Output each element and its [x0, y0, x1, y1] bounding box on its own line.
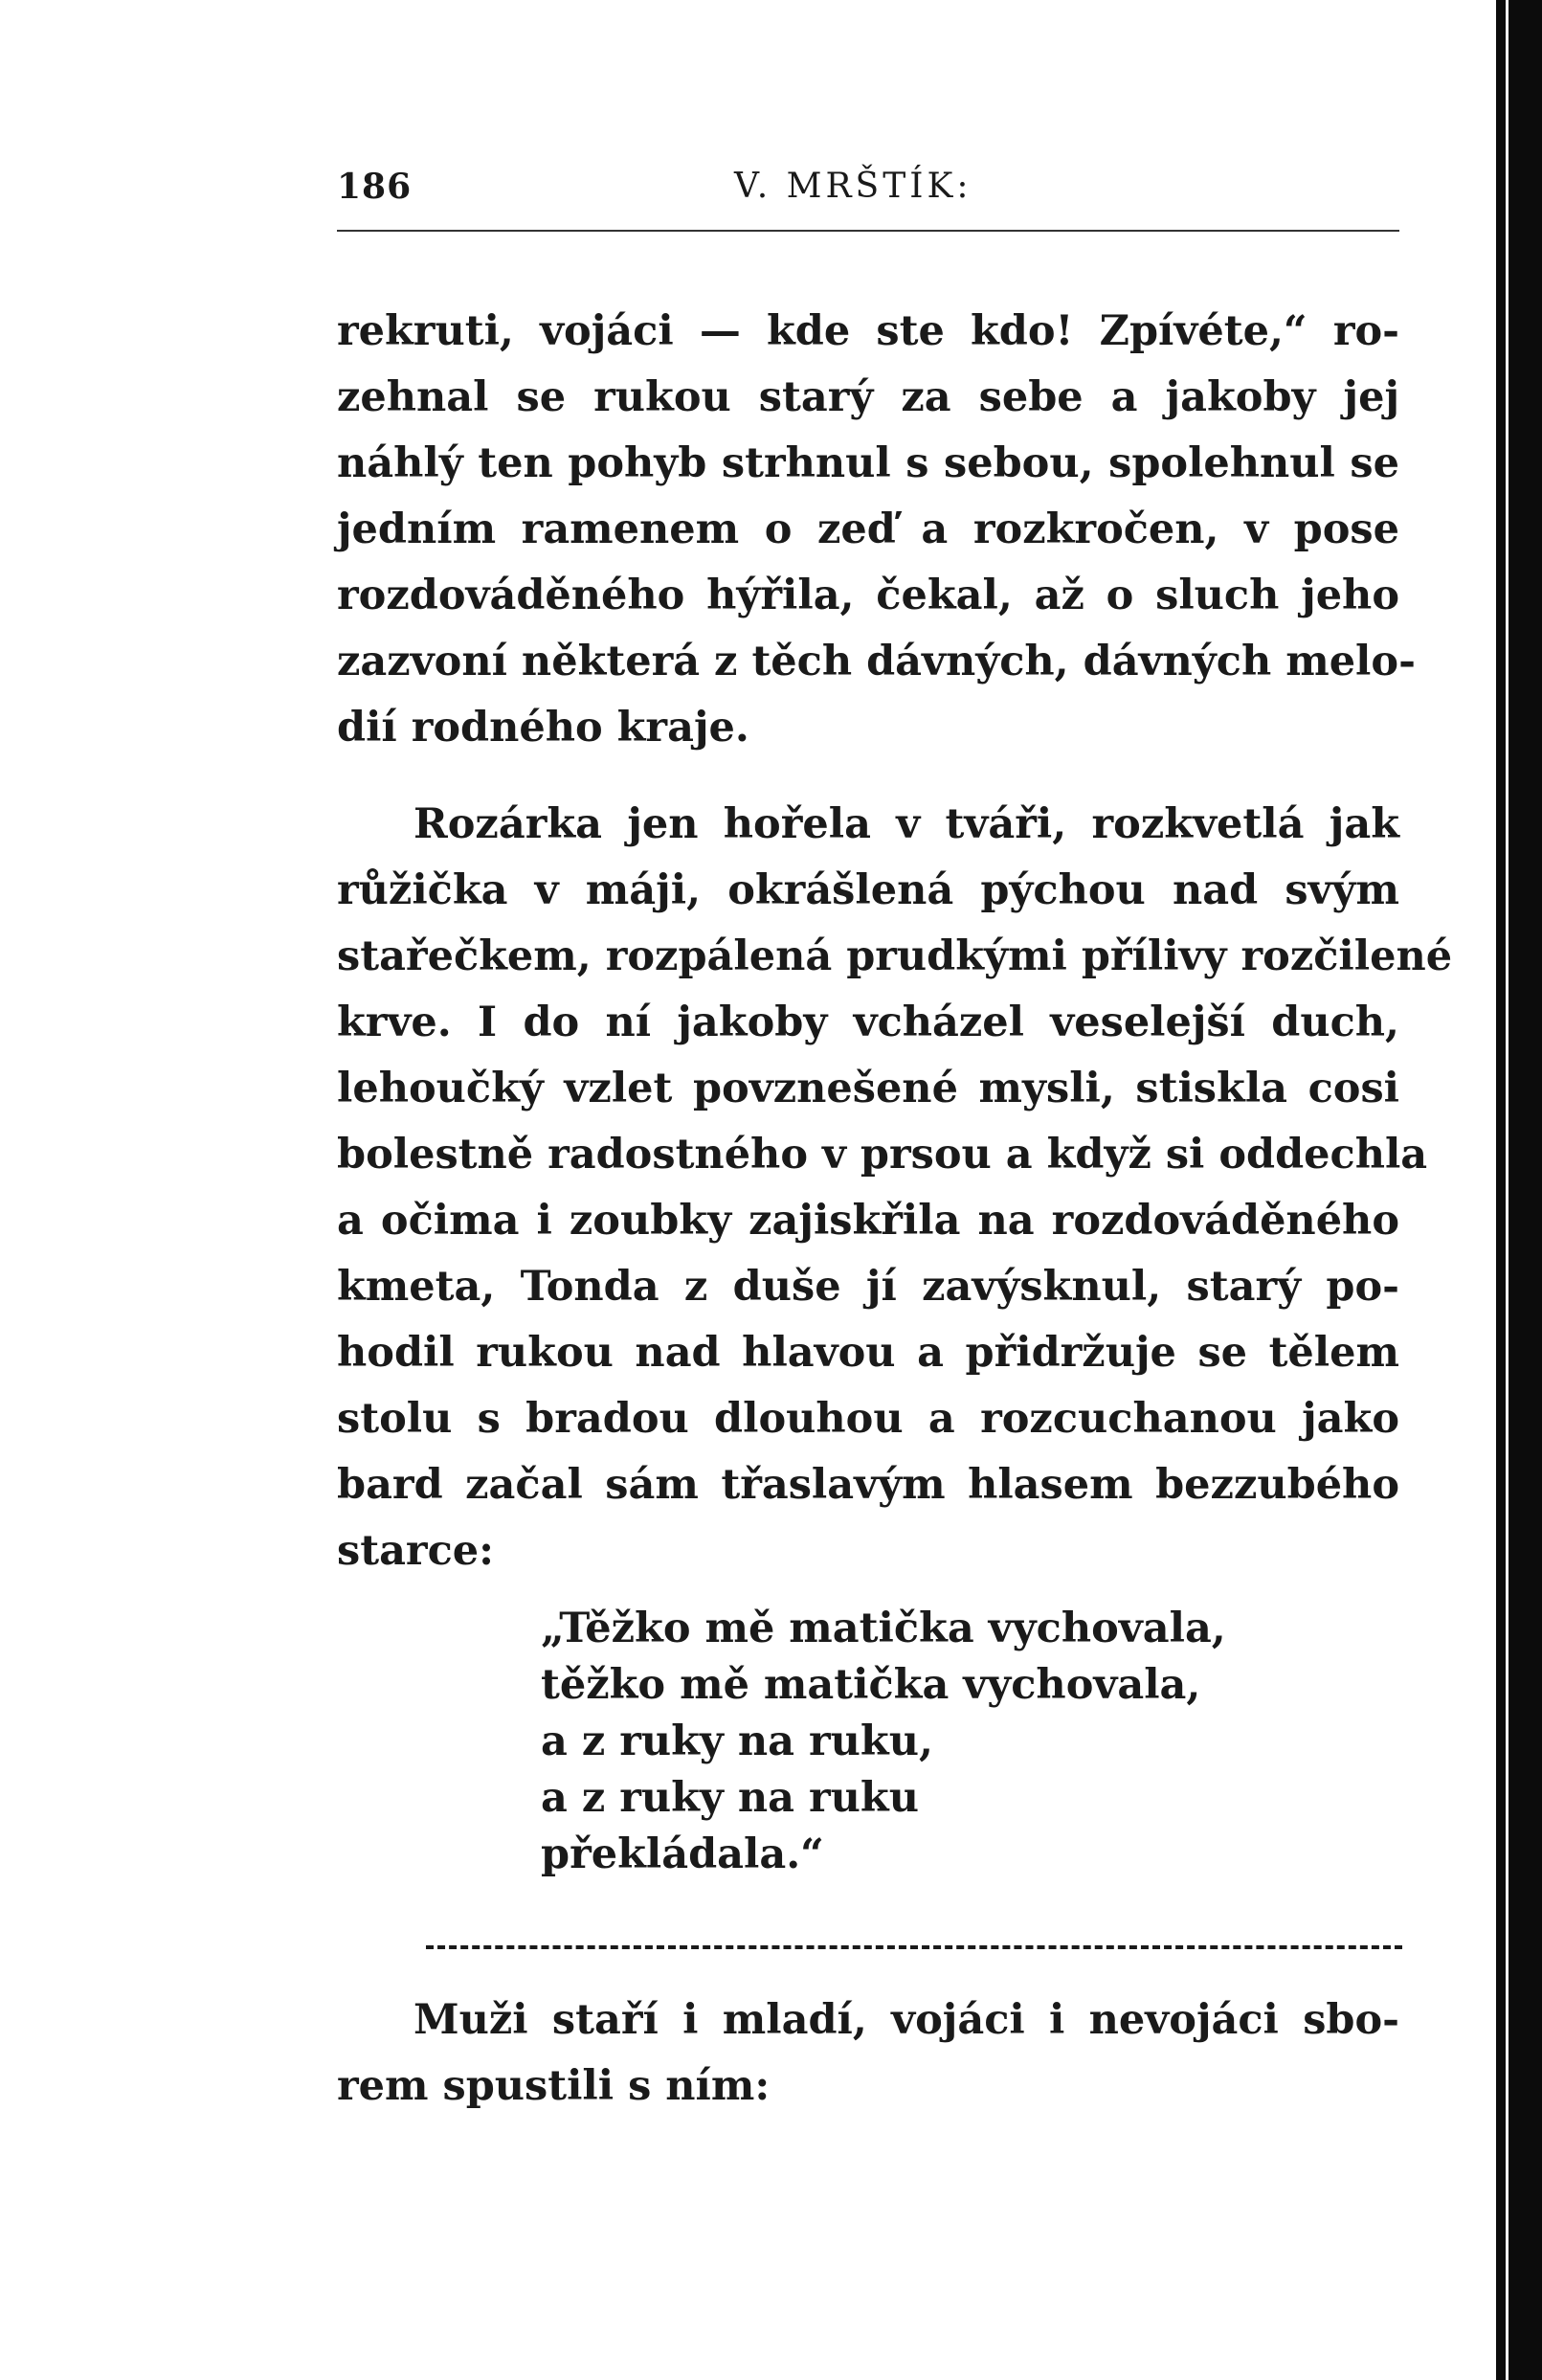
running-title: V. MRŠTÍK: — [734, 167, 972, 206]
text-line: růžička v máji, okrášlená pýchou nad svým — [337, 866, 1399, 914]
section-break-dashes — [426, 1945, 1402, 1949]
paragraph-2 — [337, 792, 1453, 1584]
text-line: Muži staří i mladí, vojáci i nevojáci sbo- — [413, 1996, 1399, 2044]
running-head — [337, 167, 1399, 224]
text-line: Rozárka jen hořela v tváři, rozkvetlá jak — [413, 800, 1399, 848]
verse-line: a z ruky na ruku — [541, 1774, 919, 1822]
text-line: stařečkem, rozpálená prudkými přílivy rozčilené — [337, 932, 1453, 980]
verse-line: těžko mě matička vychovala, — [541, 1661, 1201, 1709]
text-line: bard začal sám třaslavým hlasem bezzubého — [337, 1461, 1399, 1509]
header-rule — [337, 230, 1399, 232]
verse-line: překládala.“ — [541, 1830, 824, 1878]
text-line: jedním ramenem o zeď a rozkročen, v pose — [337, 505, 1399, 553]
body-text — [337, 299, 1453, 1584]
page-number: 186 — [337, 167, 413, 207]
text-line: bolestně radostného v prsou a když si oddechla — [337, 1131, 1428, 1179]
song-verse — [541, 1601, 1226, 1883]
text-line: zehnal se rukou starý za sebe a jakoby jej — [337, 373, 1399, 421]
scan-edge — [1496, 0, 1542, 2380]
text-line: rekruti, vojáci — kde ste kdo! Zpívéte,“ ro- — [337, 307, 1399, 355]
text-line: dií rodného kraje. — [337, 704, 749, 752]
paragraph-3 — [337, 1987, 1399, 2120]
text-line: a očima i zoubky zajiskřila na rozdováděného — [337, 1197, 1399, 1245]
text-line: náhlý ten pohyb strhnul s sebou, spolehnul se — [337, 439, 1399, 487]
verse-line: „Těžko mě matička vychovala, — [541, 1605, 1226, 1652]
paragraph-1 — [337, 299, 1416, 761]
text-line: zazvoní některá z těch dávných, dávných melo- — [337, 638, 1416, 685]
text-line: starce: — [337, 1527, 495, 1575]
text-line: rozdováděného hýřila, čekal, až o sluch jeho — [337, 572, 1399, 619]
text-line: lehoučký vzlet povznešené mysli, stiskla cosi — [337, 1065, 1399, 1112]
text-line: stolu s bradou dlouhou a rozcuchanou jako — [337, 1395, 1399, 1443]
text-line: hodil rukou nad hlavou a přidržuje se tělem — [337, 1329, 1399, 1377]
verse-line: a z ruky na ruku, — [541, 1718, 933, 1765]
text-line: kmeta, Tonda z duše jí zavýsknul, starý po- — [337, 1263, 1399, 1311]
text-line: krve. I do ní jakoby vcházel veselejší duch, — [337, 999, 1399, 1046]
text-line: rem spustili s ním: — [337, 2062, 771, 2110]
